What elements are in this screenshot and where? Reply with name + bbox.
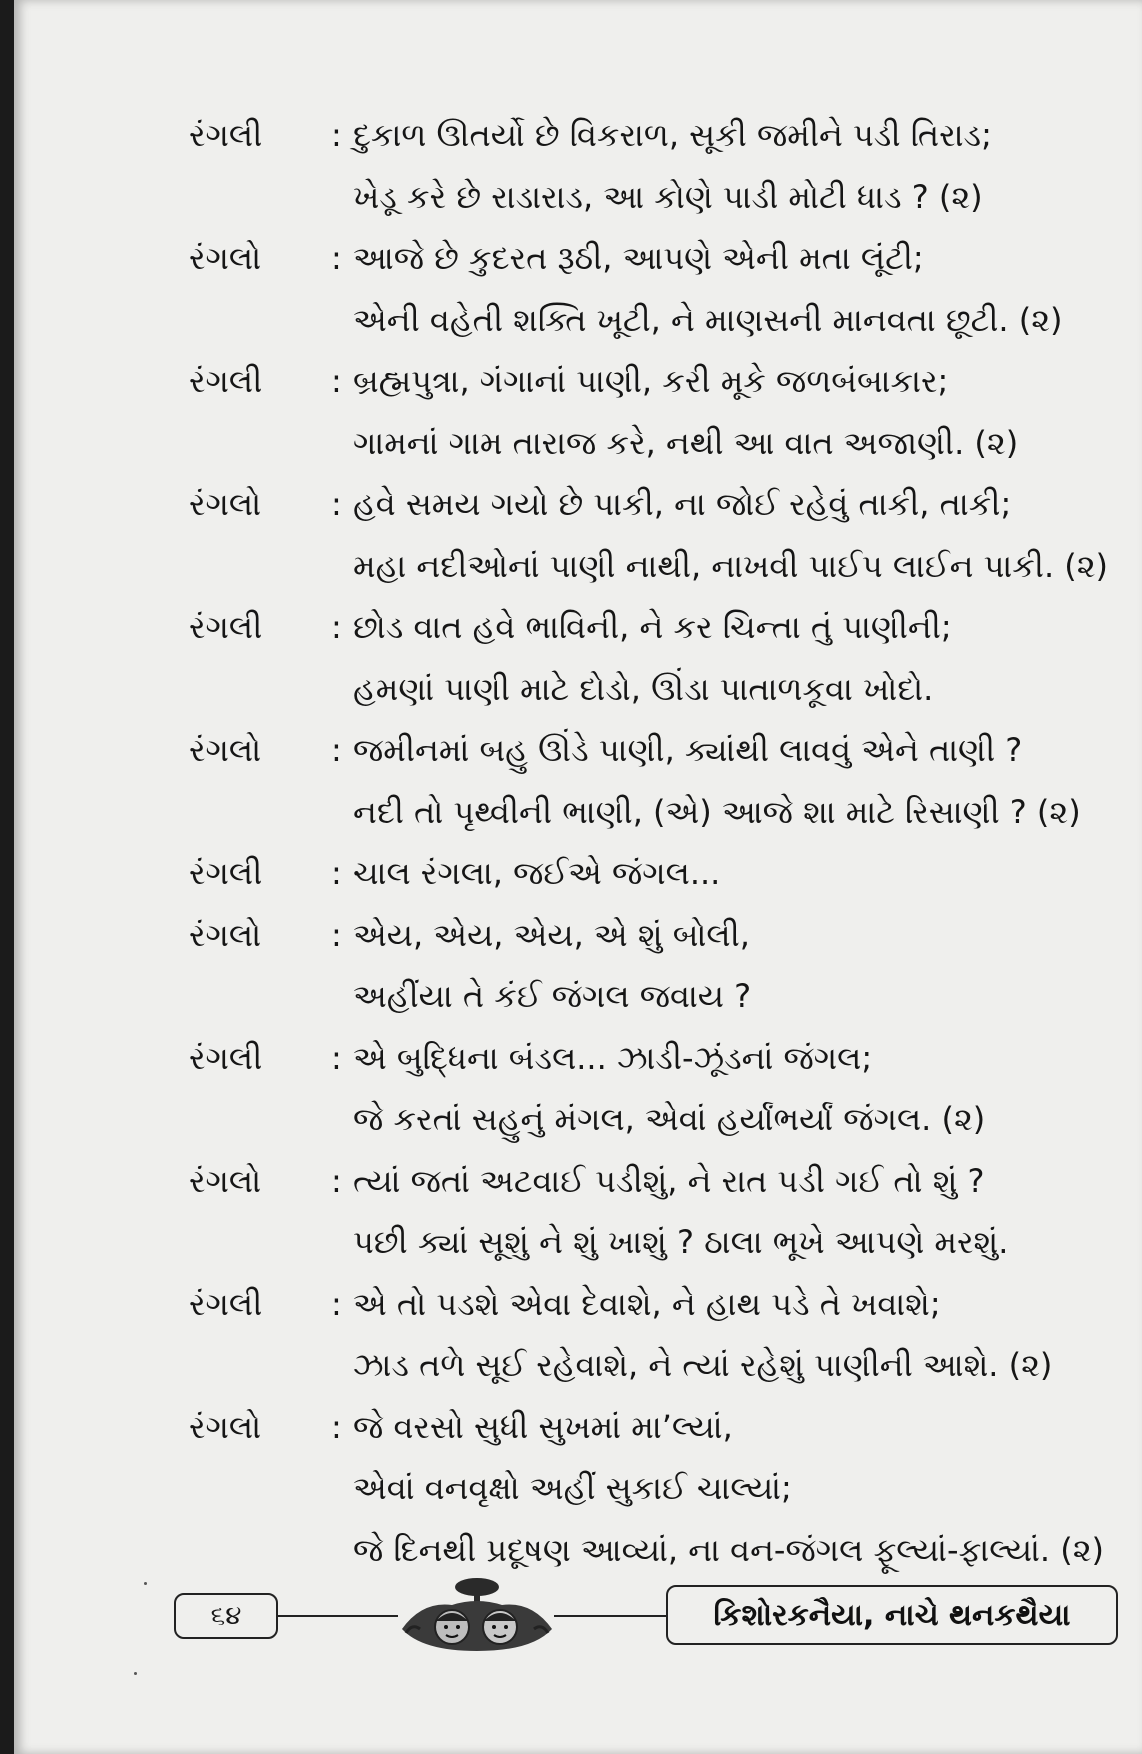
dialogue-row (14, 785, 1142, 847)
speaker-colon: : (331, 1407, 342, 1446)
speaker-colon: : (331, 608, 342, 646)
dialogue-line: આજે છે કુદરત રૂઠી, આપણે એની મતા લૂંટી; (353, 239, 924, 277)
dialogue-row (14, 1338, 1142, 1400)
dialogue-line: ખેડૂ કરે છે રાડારાડ, આ કોણે પાડી મોટી ધાડ ? (૨) (353, 177, 983, 216)
speaker-name: રંગલી (189, 1284, 263, 1323)
dialogue-line: જે વરસો સુધી સુખમાં મા’લ્યાં, (353, 1407, 733, 1446)
speaker-name: રંગલો (189, 1407, 262, 1446)
speaker-colon: : (331, 915, 342, 954)
dialogue-entry (14, 231, 1142, 354)
dialogue-row (14, 416, 1142, 478)
dust-speck (134, 1672, 137, 1675)
dialogue-row (14, 846, 1142, 908)
speaker-colon: : (331, 239, 342, 277)
dialogue-line: મહા નદીઓનાં પાણી નાથી, નાખવી પાઈપ લાઈન પાકી. (૨) (353, 546, 1109, 585)
dialogue-row (14, 1523, 1142, 1585)
dialogue-line: અહીંયા તે કંઈ જંગલ જવાય ? (353, 977, 752, 1015)
dialogue-row (14, 231, 1142, 293)
speaker-colon: : (331, 1038, 342, 1077)
dialogue-row (14, 477, 1142, 539)
dialogue-line: જે કરતાં સહુનું મંગલ, એવાં હર્યાંભર્યાં જંગલ. (૨) (353, 1100, 986, 1138)
dialogue-line: બ્રહ્મપુત્રા, ગંગાનાં પાણી, કરી મૂકે જળબંબાકાર; (353, 362, 949, 400)
dialogue-row (14, 1092, 1142, 1154)
dialogue-row (14, 108, 1142, 170)
page-footer (14, 1585, 1142, 1655)
speaker-colon: : (331, 362, 342, 400)
dialogue-entry (14, 1031, 1142, 1154)
speaker-name: રંગલી (189, 116, 263, 154)
dialogue-entry (14, 477, 1142, 600)
dialogue-entry (14, 1400, 1142, 1585)
speaker-colon: : (331, 1284, 342, 1323)
dialogue-row (14, 170, 1142, 232)
dialogue-line: દુકાળ ઊતર્યો છે વિકરાળ, સૂકી જમીને પડી તિરાડ; (353, 116, 992, 154)
dialogue-entry (14, 723, 1142, 846)
dialogue-row (14, 1031, 1142, 1093)
speaker-name: રંગલી (189, 1038, 263, 1077)
dialogue-line: એની વહેતી શક્તિ ખૂટી, ને માણસની માનવતા છૂટી. (૨) (353, 300, 1063, 339)
dialogue-line: ત્યાં જતાં અટવાઈ પડીશું, ને રાત પડી ગઈ તો શું ? (353, 1161, 985, 1200)
dialogue-line: નદી તો પૃથ્વીની ભાણી, (એ) આજે શા માટે રિસાણી ? (૨) (353, 792, 1081, 831)
dialogue-line: છોડ વાત હવે ભાવિની, ને કર ચિન્તા તું પાણીની; (353, 608, 952, 646)
dialogue-entry (14, 108, 1142, 231)
dialogue-entry (14, 600, 1142, 723)
dialogue-row (14, 662, 1142, 724)
dialogue-line: હવે સમય ગયો છે પાકી, ના જોઈ રહેવું તાકી, તાકી; (353, 485, 1012, 523)
dialogue-line: ગામનાં ગામ તારાજ કરે, નથી આ વાત અજાણી. (૨) (353, 423, 1019, 462)
dialogue-row (14, 1277, 1142, 1339)
dialogue-entry (14, 1154, 1142, 1277)
dialogue-block (14, 108, 1142, 1584)
dialogue-line: એ બુદ્ધિના બંડલ... ઝાડી-ઝૂંડનાં જંગલ; (353, 1038, 873, 1077)
book-page (14, 0, 1142, 1754)
speaker-name: રંગલો (189, 1161, 262, 1200)
footer-rule-right (554, 1615, 666, 1617)
speaker-colon: : (331, 1161, 342, 1200)
speaker-name: રંગલી (189, 854, 263, 892)
dialogue-entry (14, 908, 1142, 1031)
dialogue-row (14, 908, 1142, 970)
dialogue-line: એવાં વનવૃક્ષો અહીં સુકાઈ ચાલ્યાં; (353, 1469, 792, 1507)
book-title: કિશોરકનૈયા, નાચે થનકથૈયા (666, 1585, 1118, 1645)
dialogue-line: એય, એય, એય, એ શું બોલી, (353, 915, 750, 954)
dialogue-entry (14, 1277, 1142, 1400)
dialogue-row (14, 723, 1142, 785)
dialogue-row (14, 969, 1142, 1031)
dialogue-entry (14, 846, 1142, 908)
dust-speck (144, 1582, 147, 1585)
dialogue-line: જે દિનથી પ્રદૂષણ આવ્યાં, ના વન-જંગલ ફૂલ્યાં-ફાલ્યાં. (૨) (353, 1530, 1105, 1569)
footer-rule-left (278, 1615, 398, 1617)
dialogue-row (14, 293, 1142, 355)
speaker-colon: : (331, 731, 342, 769)
speaker-name: રંગલો (189, 485, 262, 523)
dialogue-line: ચાલ રંગલા, જઈએ જંગલ... (353, 854, 721, 892)
dialogue-entry (14, 354, 1142, 477)
speaker-name: રંગલો (189, 915, 262, 954)
dialogue-row (14, 1154, 1142, 1216)
dialogue-line: એ તો પડશે એવા દેવાશે, ને હાથ પડે તે ખવાશે; (353, 1284, 941, 1323)
speaker-name: રંગલો (189, 731, 262, 769)
dialogue-line: હમણાં પાણી માટે દોડો, ઊંડા પાતાળકૂવા ખોદો. (353, 669, 934, 708)
speaker-name: રંગલો (189, 239, 262, 277)
children-faces-emblem-icon (392, 1571, 562, 1655)
dialogue-row (14, 1461, 1142, 1523)
speaker-name: રંગલી (189, 362, 263, 400)
speaker-name: રંગલી (189, 608, 263, 646)
dialogue-row (14, 1400, 1142, 1462)
dialogue-row (14, 539, 1142, 601)
dialogue-row (14, 354, 1142, 416)
speaker-colon: : (331, 854, 342, 892)
speaker-colon: : (331, 116, 342, 154)
dialogue-line: પછી ક્યાં સૂશું ને શું ખાશું ? ઠાલા ભૂખે આપણે મરશું. (353, 1223, 1009, 1261)
dialogue-row (14, 600, 1142, 662)
dialogue-line: ઝાડ તળે સૂઈ રહેવાશે, ને ત્યાં રહેશું પાણીની આશે. (૨) (353, 1346, 1053, 1384)
page-number: ૬૪ (174, 1593, 278, 1639)
dialogue-line: જમીનમાં બહુ ઊંડે પાણી, ક્યાંથી લાવવું એને તાણી ? (353, 731, 1023, 769)
speaker-colon: : (331, 485, 342, 523)
dialogue-row (14, 1215, 1142, 1277)
